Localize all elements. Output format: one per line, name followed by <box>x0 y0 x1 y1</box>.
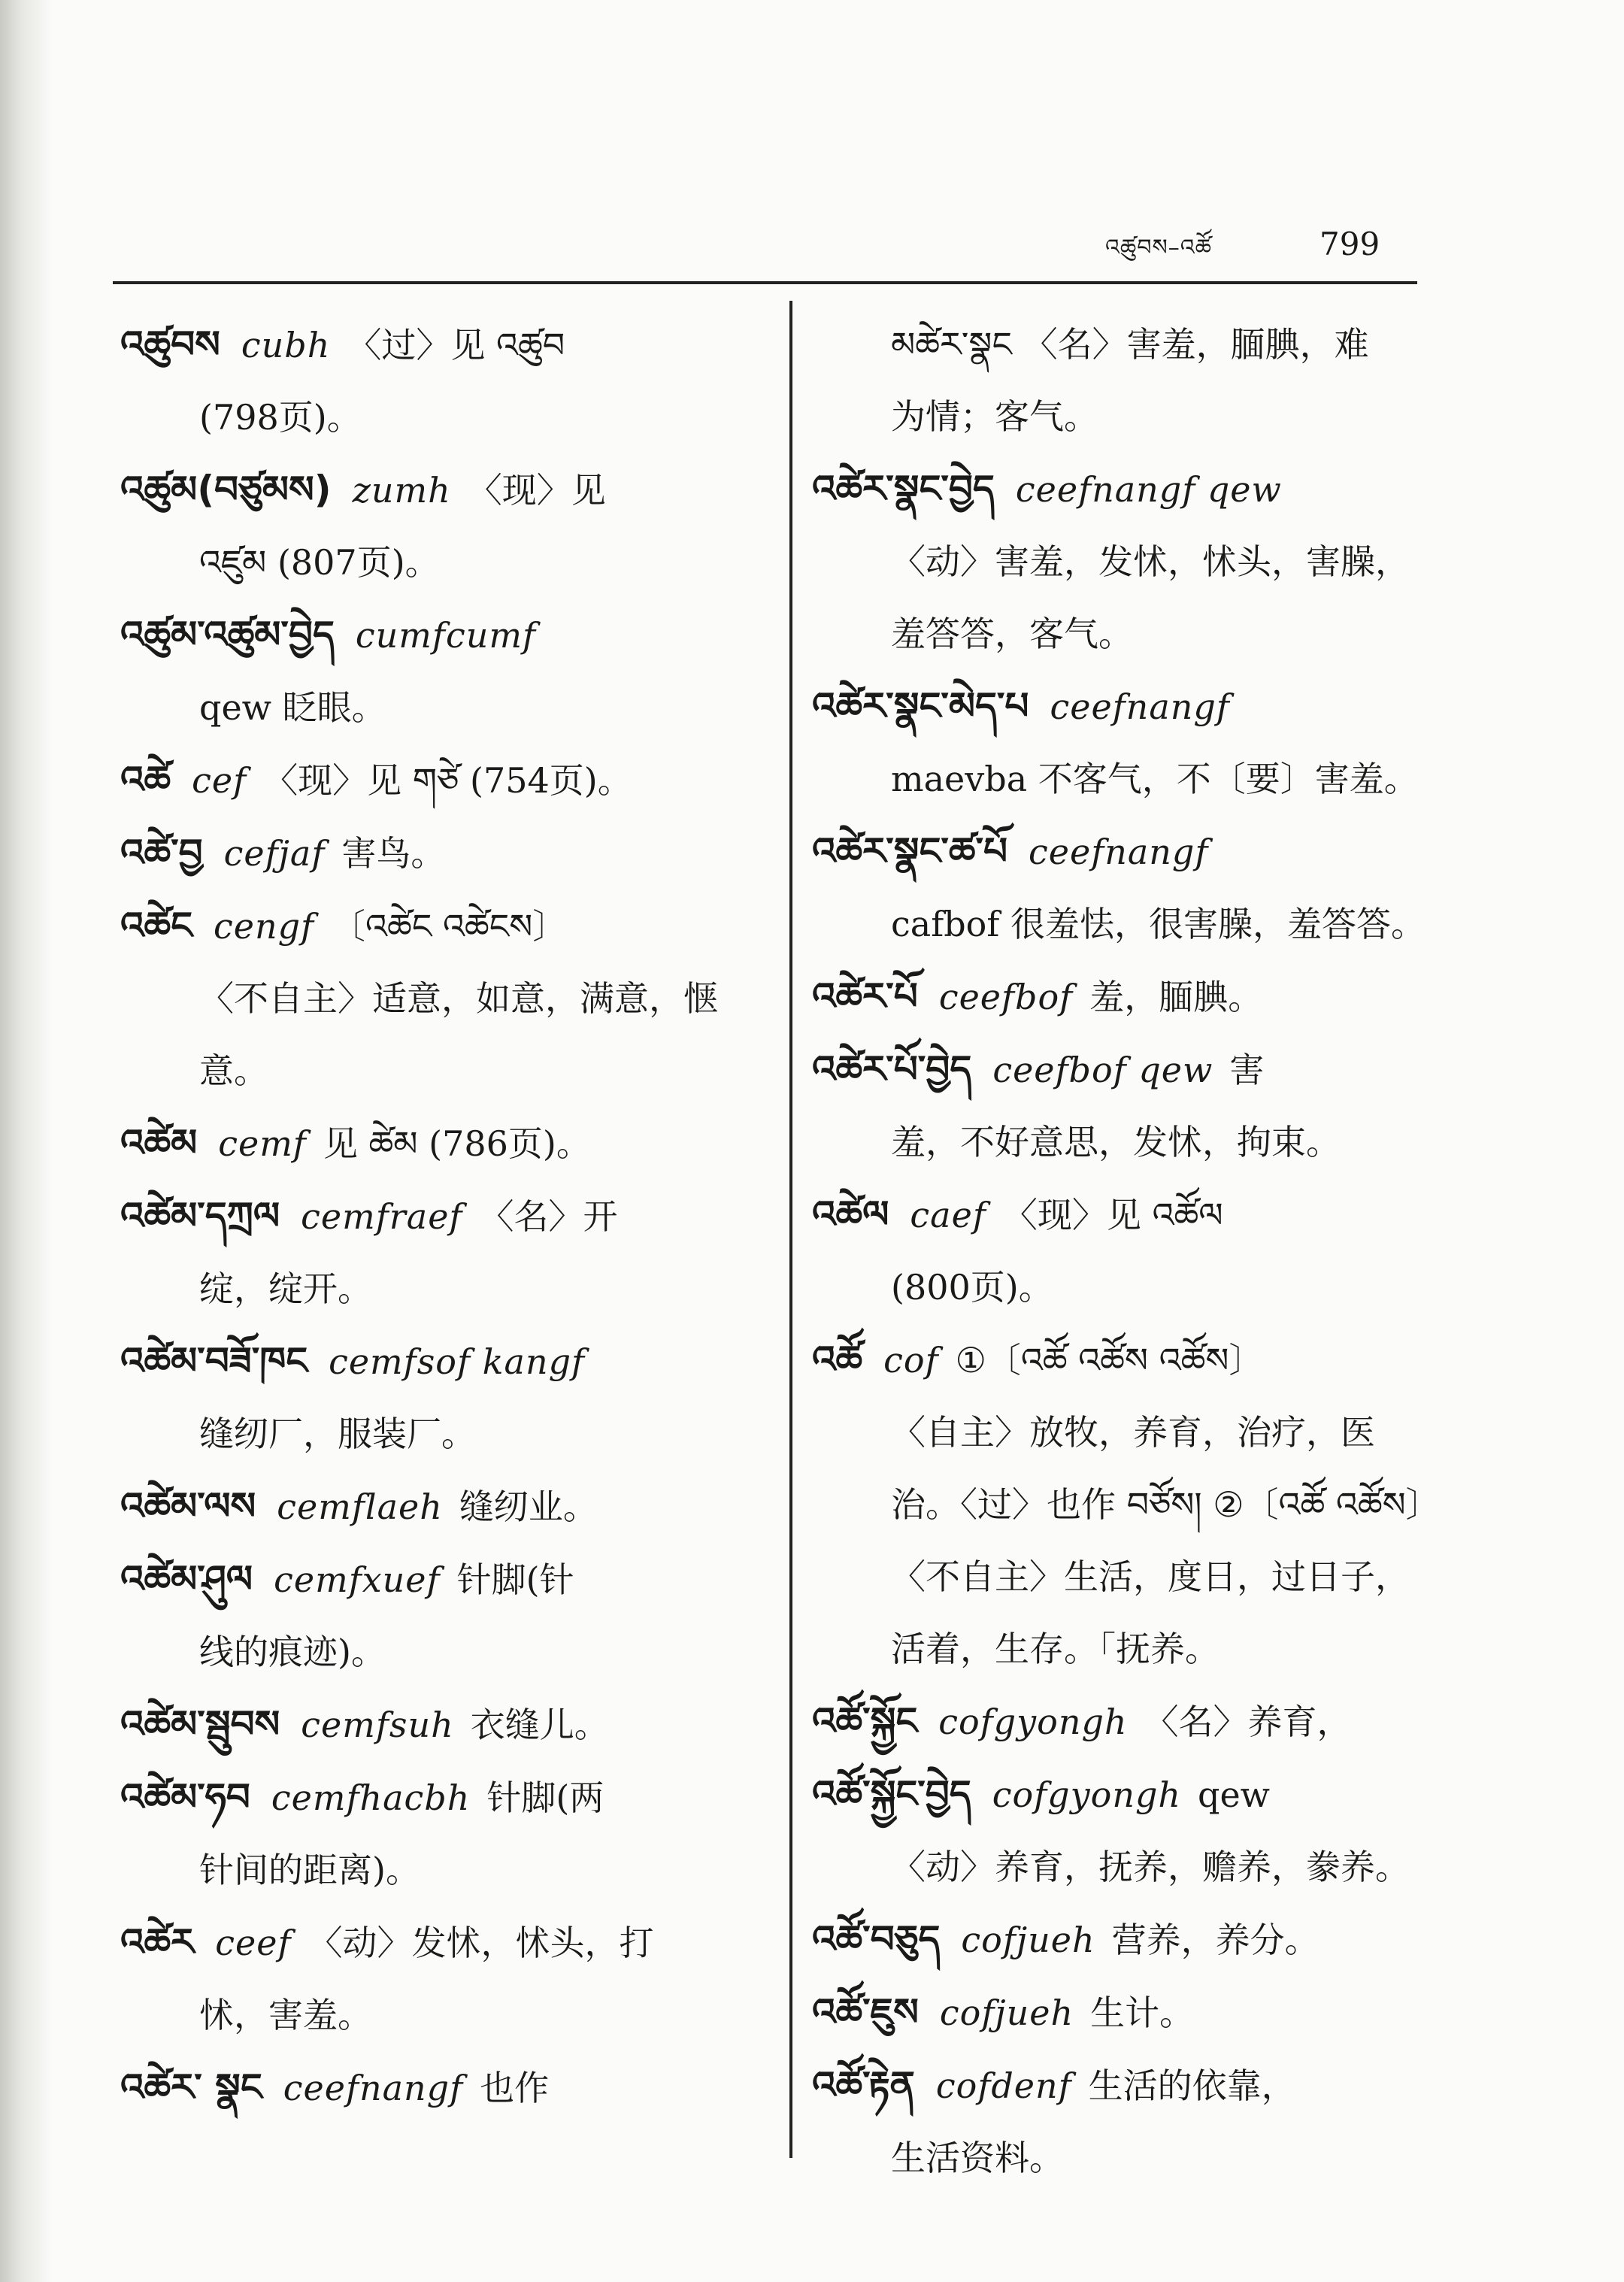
entry-romanization: cemfxuef <box>274 1559 441 1600</box>
entry-romanization: cemflaeh <box>277 1486 443 1527</box>
dictionary-entry <box>812 1903 1444 1976</box>
entry-headword: འཚེར <box>120 1920 195 1964</box>
entry-headword: འཚེར་ སྣང <box>120 2065 262 2109</box>
entry-definition: 也作 <box>480 2068 550 2108</box>
entry-definition: 〔འཚེང འཚེངས〕 <box>331 906 568 947</box>
entry-definition: 羞，腼腆。 <box>1089 977 1263 1017</box>
entry-continuation: 〈自主〉放牧，养育，治疗，医治。〈过〉也作 བཙོས། ②〔འཚོ འཚོས〕〈不自主〉生活，度日，过日子，活着，生存。「抚养。 <box>891 1412 1441 1669</box>
entry-headword: འཚེ <box>120 758 171 802</box>
entry-romanization: caef <box>910 1195 986 1235</box>
dictionary-entry <box>812 1323 1444 1685</box>
entry-continuation: 缝纫厂，服装厂。 <box>199 1414 476 1454</box>
entry-continuation: cafbof 很羞怯，很害臊，羞答答。 <box>891 904 1426 944</box>
entry-headword: འཚོ་བཅུད <box>812 1917 941 1961</box>
entry-romanization: cofjueh <box>961 1920 1095 1960</box>
entry-headword: འཚུབས <box>120 323 220 366</box>
column-divider <box>789 301 792 2158</box>
entry-romanization: cofgyongh <box>938 1702 1128 1742</box>
entry-definition: ①〔འཚོ འཚོས འཚོས〕 <box>955 1340 1264 1380</box>
book-binding-edge <box>0 0 53 2282</box>
dictionary-entry <box>120 599 767 744</box>
entry-continuation: 生活资料。 <box>891 2138 1064 2178</box>
entry-definition: 缝纫业。 <box>459 1486 598 1527</box>
entry-romanization: cofjueh <box>939 1993 1074 2033</box>
entry-romanization: cefjaf <box>223 833 326 874</box>
entry-headword: འཚེར་པོ་བྱེད <box>812 1047 972 1091</box>
dictionary-entry <box>812 1178 1444 1323</box>
entry-definition: 营养，养分。 <box>1111 1920 1320 1960</box>
entry-continuation: (800页)。 <box>891 1267 1053 1308</box>
entry-headword: འཚེར་སྣང་བྱེད <box>812 467 995 511</box>
entry-headword: འཚོ་སྐྱོང <box>812 1699 918 1743</box>
entry-romanization: ceefnangf <box>1029 832 1209 872</box>
entry-headword: འཚོ་ཇུས <box>812 1990 919 2034</box>
entry-headword: འཚེར་སྣང་ཚ་པོ <box>812 829 1007 873</box>
entry-definition: 生计。 <box>1090 1993 1195 2033</box>
dictionary-entry <box>120 1180 767 1325</box>
dictionary-entry <box>812 308 1444 453</box>
entry-definition: 〈名〉养育， <box>1144 1702 1352 1742</box>
entry-definition: qew <box>1198 1774 1271 1815</box>
entry-definition: 见 ཚེམ (786页)。 <box>323 1123 591 1164</box>
entry-romanization: cof <box>883 1340 939 1380</box>
entry-continuation: maevba 不客气，不〔要〕害羞。 <box>891 759 1419 799</box>
entry-headword: འཚུམ་འཚུམ་བྱེད <box>120 613 335 656</box>
entry-continuation: མཚེར་སྣང 〈名〉害羞，腼腆，难 <box>891 324 1369 365</box>
entry-continuation: 为情；客气。 <box>891 396 1098 437</box>
entry-romanization: cef <box>192 760 247 801</box>
entry-definition: 〈过〉见 འཚུབ <box>347 325 565 365</box>
dictionary-entry <box>120 1543 767 1688</box>
entry-continuation: 〈动〉养育，抚养，赡养，豢养。 <box>891 1847 1410 1887</box>
dictionary-entry <box>812 670 1444 815</box>
header-rule <box>113 281 1417 284</box>
entry-headword: འཚུམ(བཙུམས) <box>120 468 332 511</box>
entry-headword: འཚེམ་ལས <box>120 1484 256 1528</box>
entry-romanization: ceefbof <box>938 977 1074 1017</box>
entry-headword: འཚེམ་སྦུབས <box>120 1702 280 1746</box>
entry-definition: 〈动〉发怵，怵头，打 <box>308 1923 654 1963</box>
dictionary-entry <box>120 453 767 599</box>
running-head: འཚུབས–འཚོ <box>1105 235 1212 261</box>
dictionary-entry <box>812 1685 1444 1758</box>
entry-headword: འཚོ <box>812 1338 863 1381</box>
entry-definition: 害鸟。 <box>341 833 446 874</box>
entry-romanization: ceefbof qew <box>992 1050 1213 1090</box>
entry-continuation: (798页)。 <box>199 397 362 438</box>
dictionary-entry <box>812 1033 1444 1178</box>
entry-headword: འཚེར་སྣང་མེད་པ <box>812 684 1029 728</box>
entry-headword: འཚེམ་དཀྲལ <box>120 1194 280 1238</box>
entry-definition: 〈现〉见 <box>467 470 606 511</box>
entry-headword: འཚེམ་ཤུལ <box>120 1557 253 1601</box>
dictionary-entry <box>812 815 1444 960</box>
dictionary-entry <box>120 1325 767 1470</box>
dictionary-entry <box>120 744 767 817</box>
entry-definition: 〈现〉见 གཙེ (754页)。 <box>263 760 632 801</box>
entry-romanization: ceefnangf <box>1050 686 1230 727</box>
entry-romanization: cofdenf <box>935 2065 1072 2106</box>
entry-romanization: cofgyongh <box>992 1774 1182 1815</box>
entry-headword: འཚེང <box>120 904 192 947</box>
entry-romanization: cengf <box>213 906 315 947</box>
entry-romanization: zumh <box>352 470 451 511</box>
entry-romanization: cemfhacbh <box>271 1777 471 1818</box>
dictionary-entry <box>812 1976 1444 2049</box>
entry-continuation: 〈动〉害羞，发怵，怵头，害臊，羞答答，客气。 <box>891 541 1410 654</box>
entry-romanization: cemfraef <box>301 1196 463 1237</box>
entry-continuation: 羞，不好意思，发怵，拘束。 <box>891 1122 1341 1162</box>
entry-headword: འཚེམ་ཧབ <box>120 1775 250 1819</box>
entry-headword: འཚོ་སྐྱོང་བྱེད <box>812 1772 971 1816</box>
dictionary-entry <box>812 1758 1444 1903</box>
entry-romanization: cemfsof kangf <box>329 1341 586 1382</box>
entry-romanization: cumfcumf <box>355 615 536 656</box>
entry-romanization: ceefnangf <box>283 2068 464 2108</box>
entry-definition: 〈现〉见 འཚོལ <box>1002 1195 1223 1235</box>
entry-headword: འཚེལ <box>812 1193 889 1236</box>
left-column <box>120 308 767 2124</box>
entry-romanization: ceef <box>215 1923 292 1963</box>
entry-romanization: ceefnangf qew <box>1015 469 1282 510</box>
entry-continuation: 线的痕迹)。 <box>199 1632 386 1672</box>
entry-headword: འཚོ་རྟེན <box>812 2063 915 2107</box>
entry-definition: 针脚(两 <box>486 1777 604 1818</box>
right-column <box>812 308 1444 2194</box>
dictionary-entry <box>812 960 1444 1033</box>
dictionary-entry <box>120 1761 767 1906</box>
dictionary-entry <box>120 817 767 889</box>
dictionary-entry <box>120 1906 767 2051</box>
dictionary-entry <box>120 1470 767 1543</box>
dictionary-entry <box>812 453 1444 670</box>
entry-definition: 〈名〉开 <box>479 1196 618 1237</box>
entry-headword: འཚེམ <box>120 1121 198 1165</box>
entry-continuation: འཛུམ (807页)。 <box>199 542 440 583</box>
dictionary-entry <box>120 1688 767 1761</box>
entry-headword: འཚེ་བྱ <box>120 831 203 874</box>
entry-continuation: 〈不自主〉适意，如意，满意，惬意。 <box>199 978 718 1091</box>
entry-romanization: cubh <box>241 325 331 365</box>
entry-headword: འཚེམ་བཟོ་ཁང <box>120 1339 308 1383</box>
entry-definition: 生活的依靠， <box>1088 2065 1296 2106</box>
dictionary-entry <box>120 308 767 453</box>
dictionary-entry <box>120 1107 767 1180</box>
entry-definition: 衣缝儿。 <box>470 1705 609 1745</box>
entry-definition: 针脚(针 <box>456 1559 574 1600</box>
entry-continuation: qew 眨眼。 <box>199 687 386 728</box>
dictionary-entry <box>120 889 767 1107</box>
entry-continuation: 绽，绽开。 <box>199 1268 372 1309</box>
entry-romanization: cemfsuh <box>301 1705 454 1745</box>
dictionary-entry <box>120 2051 767 2124</box>
entry-continuation: 针间的距离)。 <box>199 1850 420 1890</box>
entry-romanization: cemf <box>218 1123 307 1164</box>
entry-definition: 害 <box>1229 1050 1265 1090</box>
entry-continuation: 怵，害羞。 <box>199 1995 372 2035</box>
page-number: 799 <box>1320 226 1380 262</box>
dictionary-entry <box>812 2049 1444 2194</box>
entry-headword: འཚེར་པོ <box>812 974 918 1018</box>
